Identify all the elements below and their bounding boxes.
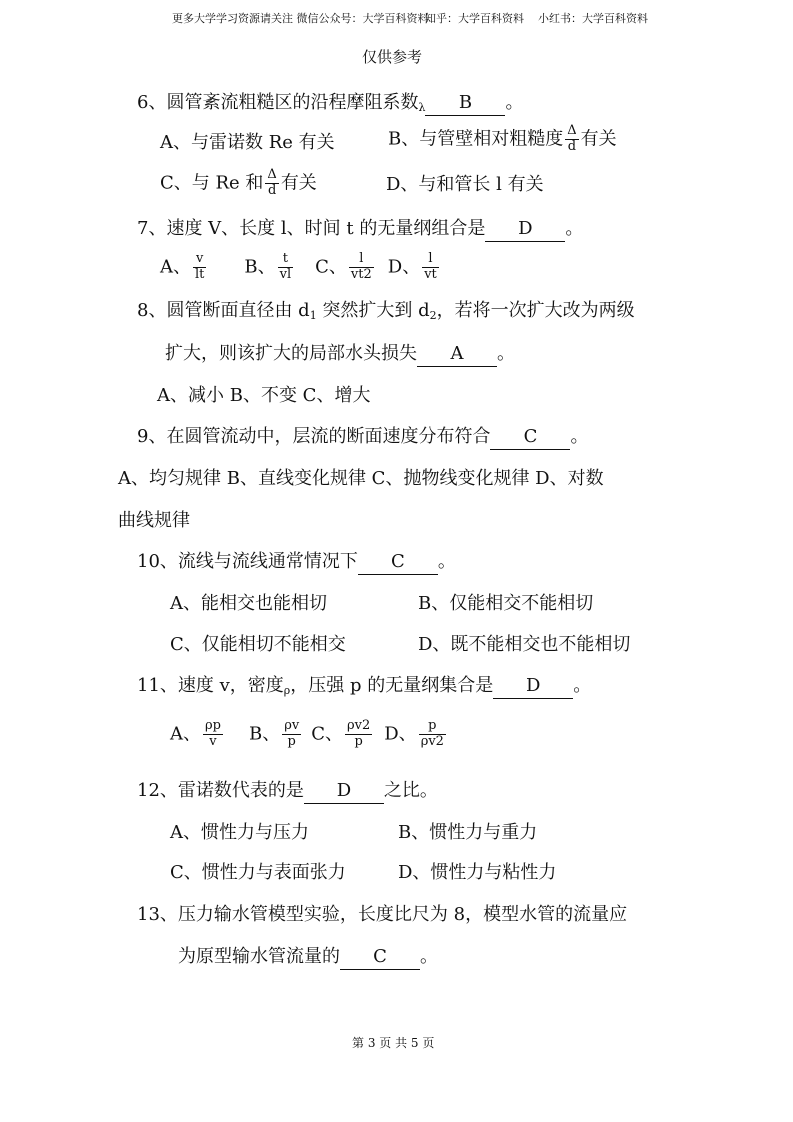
q13-line2-text: 为原型输水管流量的 <box>178 946 340 967</box>
header-wechat: 更多大学学习资源请关注 微信公众号：大学百科资料 <box>172 12 429 25</box>
q11-option-c-label: C、 <box>311 723 343 745</box>
q13-end: 。 <box>420 946 438 967</box>
q7-answer: D <box>485 217 565 242</box>
q13-stem: 13、压力输水管模型实验，长度比尺为 8，模型水管的流量应 <box>137 904 628 925</box>
q11-end: 。 <box>573 675 592 696</box>
page-number: 第 3 页 共 5 页 <box>352 1036 435 1050</box>
frac-num: v <box>193 252 206 268</box>
frac-num: Δ <box>567 123 577 138</box>
q6-stem <box>137 88 523 116</box>
q11-option-d-fraction <box>419 719 446 750</box>
q12-option-d: D、惯性力与粘性力 <box>398 862 557 883</box>
q10-stem <box>137 547 456 575</box>
frac-num: ρv2 <box>346 718 371 733</box>
q12-option-c: C、惯性力与表面张力 <box>170 862 346 883</box>
q13-answer: C <box>340 945 420 970</box>
frac-den: vl <box>279 266 292 282</box>
frac-num: ρv <box>284 718 300 733</box>
q12-option-a: A、惯性力与压力 <box>170 822 309 843</box>
q11-option-b-fraction <box>282 719 301 750</box>
q10-end: 。 <box>437 551 456 572</box>
q8-sub2: 2 <box>429 309 437 322</box>
q12-stem <box>137 776 438 804</box>
q7-option-b-label: B、 <box>244 256 276 278</box>
q9-end: 。 <box>570 426 589 447</box>
q9-answer: C <box>490 425 570 450</box>
q8-stem-c: ，若将一次扩大改为两级 <box>436 300 635 321</box>
q11-answer: D <box>493 674 573 699</box>
frac-num: l <box>422 252 439 268</box>
q10-option-b: B、仅能相交不能相切 <box>418 593 594 614</box>
q8-sub1: 1 <box>309 309 317 322</box>
q8-stem-line2 <box>165 339 515 367</box>
q6-option-c-fraction <box>265 168 278 199</box>
q6-lambda: λ <box>418 101 426 114</box>
frac-den: vt2 <box>350 266 372 282</box>
q10-option-d: D、既不能相交也不能相切 <box>418 634 631 655</box>
frac-den: d <box>567 138 577 154</box>
q8-stem <box>137 296 635 322</box>
q9-stem-text: 9、在圆管流动中，层流的断面速度分布符合 <box>137 426 491 447</box>
q6-option-b-text: B、与管壁相对粗糙度 <box>388 128 564 150</box>
q8-end: 。 <box>497 343 515 364</box>
frac-num: Δ <box>267 167 277 182</box>
q11-option-c-fraction <box>345 719 372 750</box>
q7-end: 。 <box>565 218 584 239</box>
q6-option-a: A、与雷诺数 Re 有关 <box>160 132 335 153</box>
q7-option-d-fraction <box>422 252 439 283</box>
frac-den: d <box>267 182 277 198</box>
q6-option-d: D、与和管长 l 有关 <box>386 174 544 195</box>
q11-stem <box>137 671 591 699</box>
q7-options <box>160 252 441 283</box>
frac-num: l <box>349 252 374 268</box>
q7-option-a-fraction <box>193 252 206 283</box>
frac-num: ρp <box>205 718 221 733</box>
q7-stem <box>137 214 583 242</box>
q9-stem <box>137 422 588 450</box>
q11-stem-a: 11、速度 v，密度 <box>137 675 284 696</box>
q8-answer: A <box>417 342 497 367</box>
q13-stem-line2 <box>178 942 438 970</box>
q9-options-line1: A、均匀规律 B、直线变化规律 C、抛物线变化规律 D、对数 <box>118 468 604 489</box>
q11-rho: ρ <box>283 684 291 697</box>
q8-options: A、减小 B、不变 C、增大 <box>157 385 371 406</box>
q6-option-b-post: 有关 <box>580 128 617 150</box>
frac-den: lt <box>195 266 205 282</box>
q10-option-c: C、仅能相切不能相交 <box>170 634 346 655</box>
frac-den: p <box>354 733 363 749</box>
q11-option-a-fraction <box>203 719 223 750</box>
q11-option-b-label: B、 <box>248 723 281 745</box>
q7-option-b-fraction <box>278 252 294 283</box>
q7-option-d-label: D、 <box>387 256 421 278</box>
q8-stem-a: 8、圆管断面直径由 d <box>137 300 310 321</box>
q10-answer: C <box>358 550 438 575</box>
q8-line2-text: 扩大，则该扩大的局部水头损失 <box>165 343 417 364</box>
q9-options-line2: 曲线规律 <box>118 510 190 531</box>
q6-option-c-text: C、与 Re 和 <box>160 172 264 194</box>
q7-option-c-fraction <box>349 252 374 283</box>
frac-den: vt <box>424 266 437 282</box>
q7-option-a-label: A、 <box>160 256 191 278</box>
q6-option-c <box>160 168 317 199</box>
q12-option-b: B、惯性力与重力 <box>398 822 538 843</box>
q7-stem-text: 7、速度 V、长度 l、时间 t 的无量纲组合是 <box>137 218 486 239</box>
q6-option-b <box>388 124 617 155</box>
q12-end: 之比。 <box>383 780 438 801</box>
header-xiaohongshu: 小红书：大学百科资料 <box>538 12 648 25</box>
q12-stem-text: 12、雷诺数代表的是 <box>137 780 304 801</box>
q11-option-d-label: D、 <box>384 723 417 745</box>
q11-stem-b: ，压强 p 的无量纲集合是 <box>290 675 494 696</box>
q6-stem-text: 6、圆管紊流粗糙区的沿程摩阻系数 <box>137 92 419 113</box>
header-zhihu: 知乎：大学百科资料 <box>425 12 524 25</box>
q6-end: 。 <box>505 92 524 113</box>
frac-den: p <box>287 733 296 749</box>
q6-option-b-fraction <box>565 124 578 155</box>
q10-stem-text: 10、流线与流线通常情况下 <box>137 551 358 572</box>
frac-den: v <box>209 733 217 749</box>
reference-note: 仅供参考 <box>362 48 423 66</box>
q8-stem-b: 突然扩大到 d <box>316 300 430 321</box>
q11-options <box>170 719 448 750</box>
q6-answer: B <box>425 91 505 116</box>
q10-option-a: A、能相交也能相切 <box>170 593 327 614</box>
q12-answer: D <box>304 779 384 804</box>
frac-den: ρv2 <box>420 733 444 749</box>
q6-option-c-post: 有关 <box>280 172 317 194</box>
frac-num: t <box>278 252 294 268</box>
q11-option-a-label: A、 <box>170 723 201 745</box>
frac-num: p <box>419 719 446 735</box>
q7-option-c-label: C、 <box>315 256 347 278</box>
